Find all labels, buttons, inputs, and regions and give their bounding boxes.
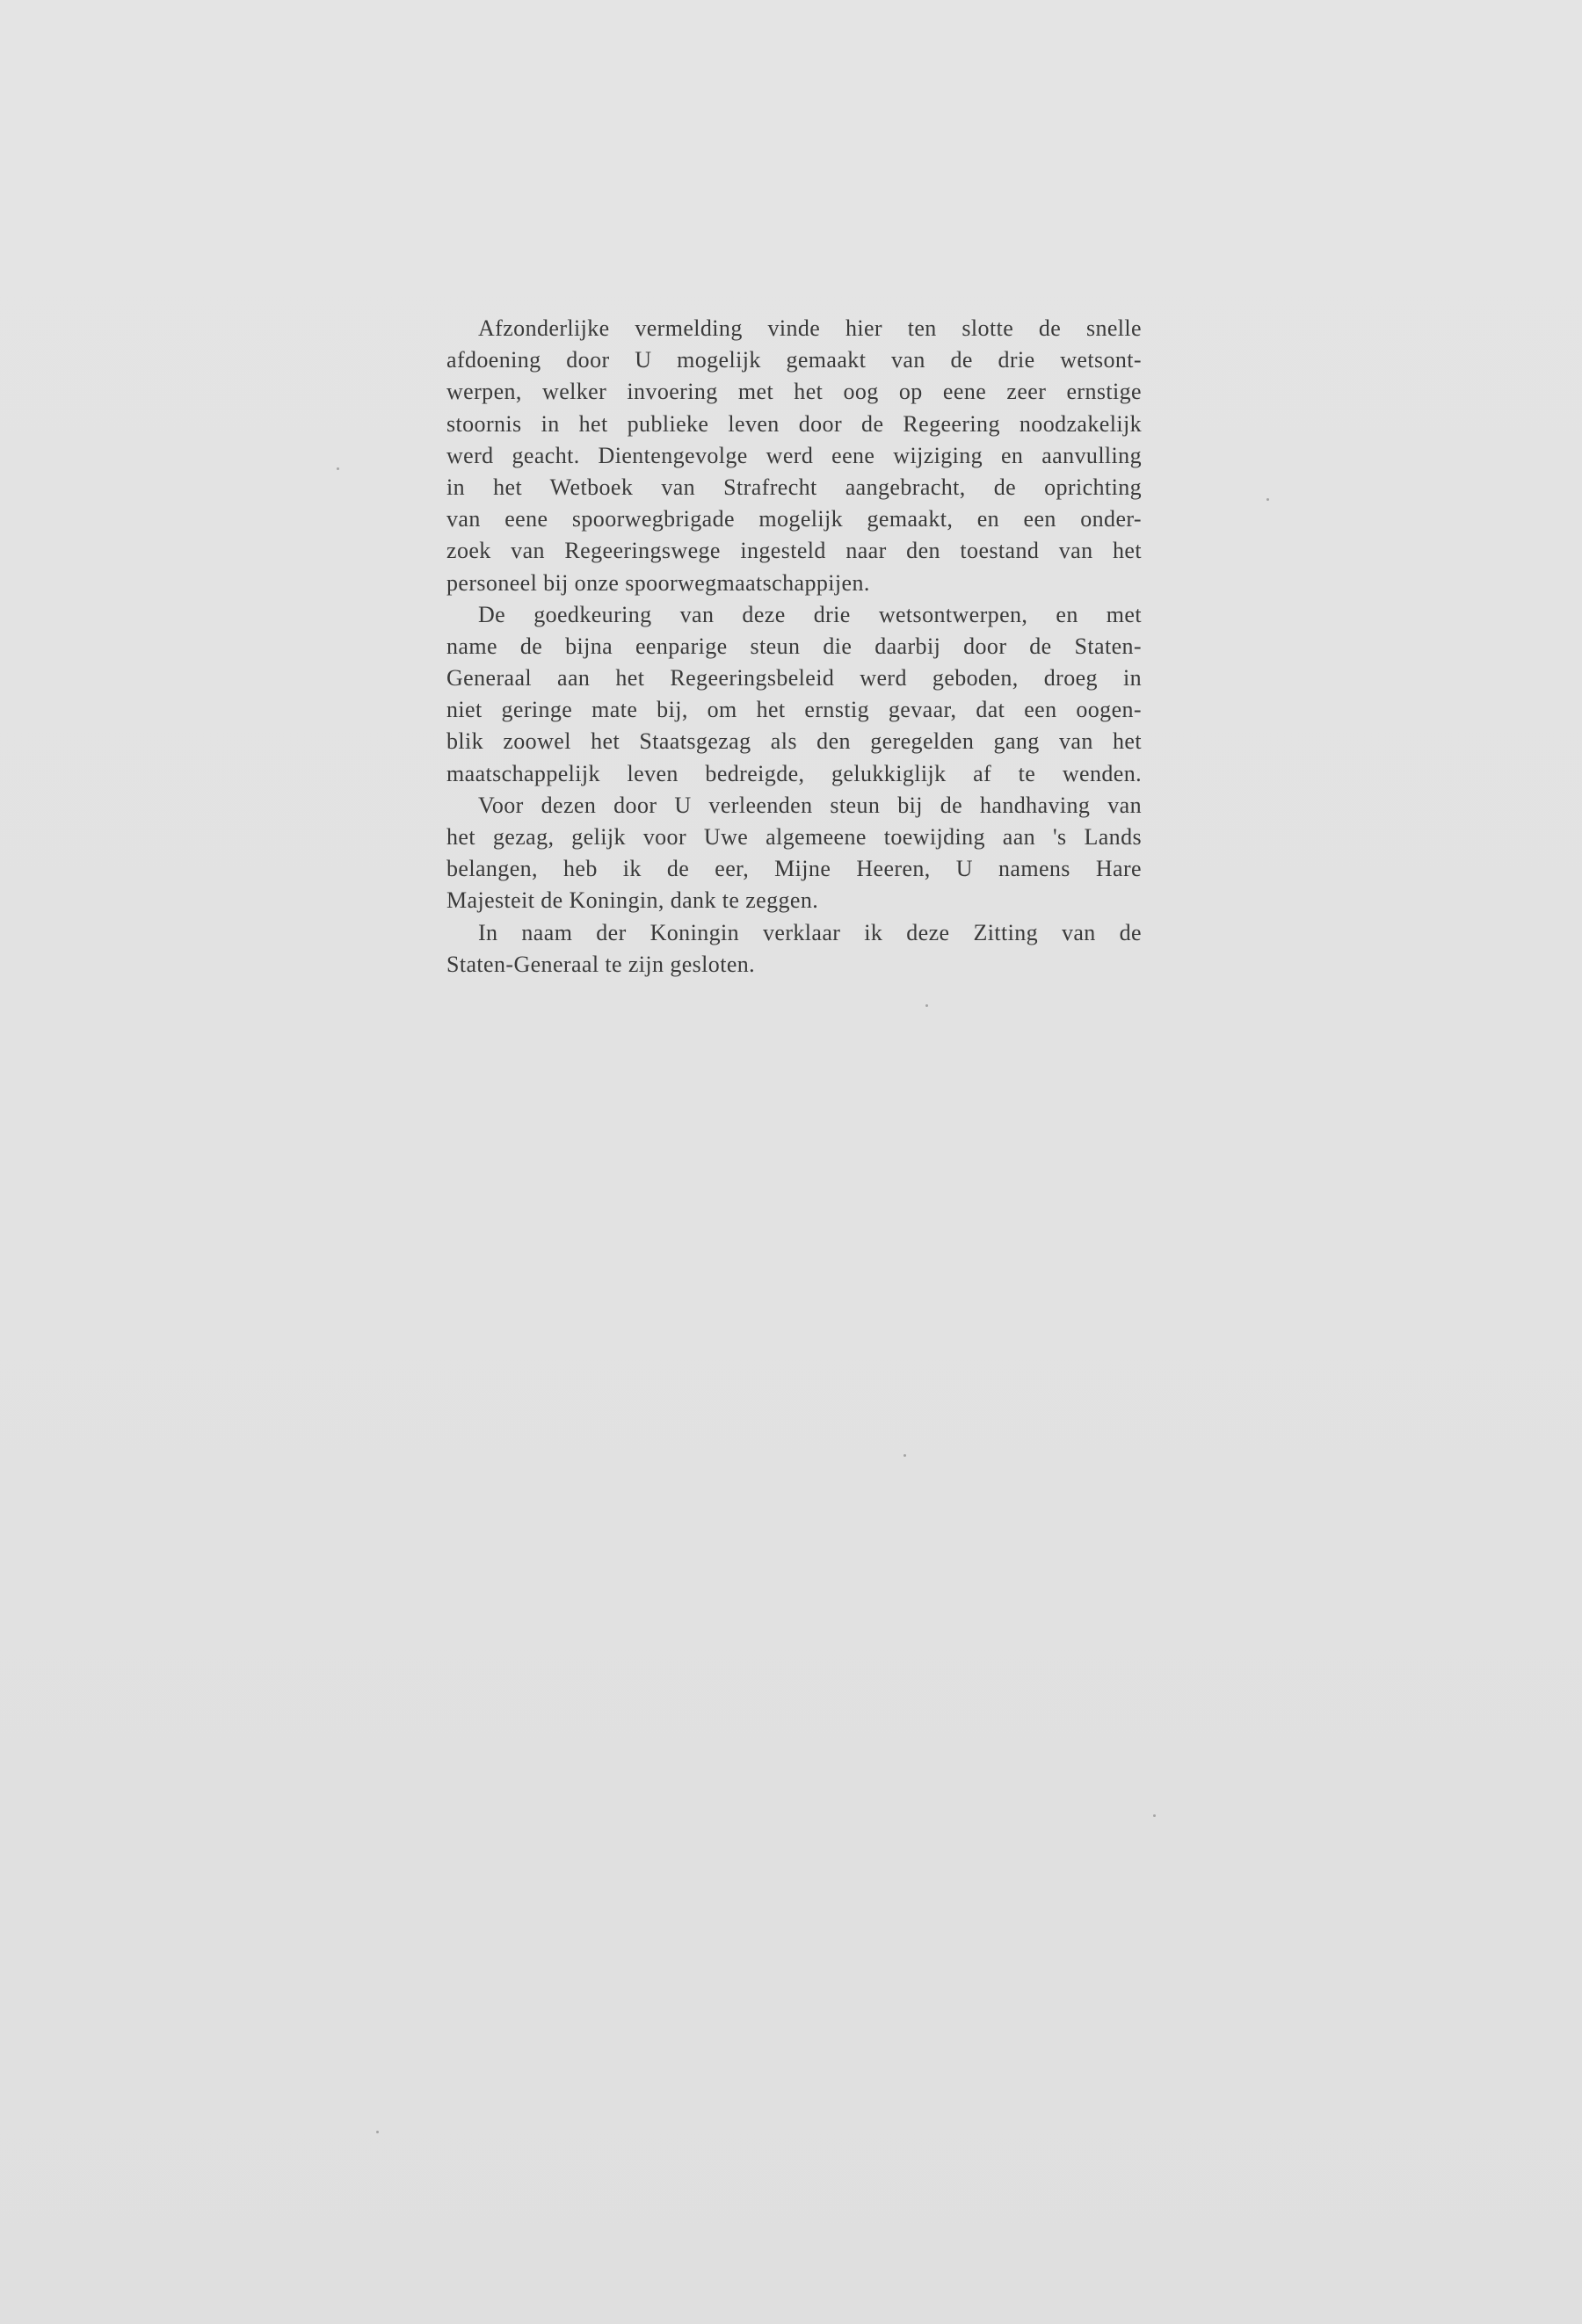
- text-line: afdoening door U mogelijk gemaakt van de drie wetsont-: [446, 347, 1142, 373]
- text-line: van eene spoorwegbrigade mogelijk gemaakt, en een onder-: [446, 506, 1142, 532]
- text-line: Voor dezen door U verleenden steun bij de handhaving van: [478, 792, 1142, 818]
- text-line: stoornis in het publieke leven door de Regeering noodzakelijk: [446, 410, 1142, 437]
- text-line: In naam der Koningin verklaar ik deze Zitting van de: [478, 919, 1142, 945]
- scan-speck: [1266, 498, 1269, 501]
- body-text: [446, 313, 1142, 981]
- text-line: Staten-Generaal te zijn gesloten.: [446, 951, 756, 977]
- paragraph-4: [446, 917, 1142, 981]
- scan-speck: [903, 1454, 906, 1457]
- text-line: maatschappelijk leven bedreigde, gelukkiglijk af te wenden.: [446, 760, 1142, 786]
- text-line: zoek van Regeeringswege ingesteld naar den toestand van het: [446, 538, 1142, 564]
- paragraph-1: [446, 313, 1142, 599]
- scan-speck: [376, 2131, 379, 2133]
- text-line: in het Wetboek van Strafrecht aangebracht, de oprichting: [446, 474, 1142, 500]
- text-line: werd geacht. Dientengevolge werd eene wijziging en aanvulling: [446, 442, 1142, 468]
- text-line: werpen, welker invoering met het oog op eene zeer ernstige: [446, 379, 1142, 405]
- scan-speck: [925, 1004, 928, 1007]
- paragraph-3: [446, 790, 1142, 917]
- paragraph-2: [446, 599, 1142, 790]
- text-line: belangen, heb ik de eer, Mijne Heeren, U namens Hare: [446, 856, 1142, 882]
- text-line: het gezag, gelijk voor Uwe algemeene toewijding aan 's Lands: [446, 824, 1142, 850]
- text-line: name de bijna eenparige steun die daarbij door de Staten-: [446, 633, 1142, 659]
- text-line: De goedkeuring van deze drie wetsontwerpen, en met: [478, 601, 1142, 627]
- text-line: Generaal aan het Regeeringsbeleid werd geboden, droeg in: [446, 665, 1142, 691]
- text-line: Majesteit de Koningin, dank te zeggen.: [446, 887, 819, 914]
- text-line: niet geringe mate bij, om het ernstig gevaar, dat een oogen-: [446, 697, 1142, 723]
- text-line: Afzonderlijke vermelding vinde hier ten slotte de snelle: [478, 315, 1142, 341]
- text-line: blik zoowel het Staatsgezag als den geregelden gang van het: [446, 728, 1142, 755]
- scan-speck: [1153, 1814, 1156, 1817]
- scan-speck: [337, 467, 339, 470]
- text-line: personeel bij onze spoorwegmaatschappijen.: [446, 569, 870, 596]
